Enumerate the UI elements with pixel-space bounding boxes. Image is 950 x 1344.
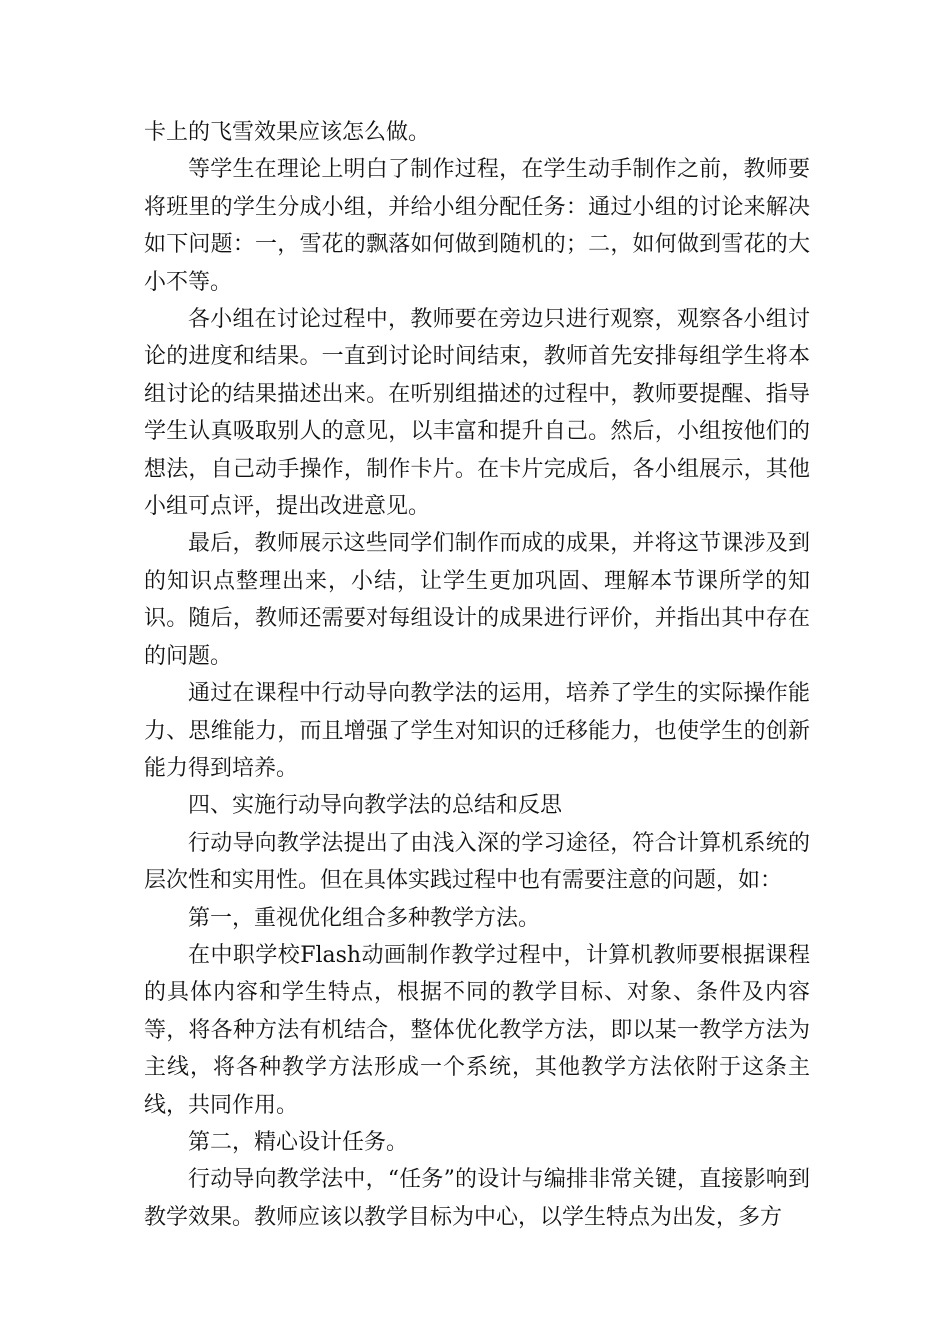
paragraph-outcome: 通过在课程中行动导向教学法的运用，培养了学生的实际操作能力、思维能力，而且增强了学生对知识的迁移能力，也使学生的创新能力得到培养。 bbox=[144, 681, 810, 781]
document-body bbox=[144, 114, 810, 1236]
point-two-heading: 第二，精心设计任务。 bbox=[188, 1129, 409, 1155]
paragraph-point-one: 在中职学校Flash动画制作教学过程中，计算机教师要根据课程的具体内容和学生特点，根据不同的教学目标、对象、条件及内容等，将各种方法有机结合，整体优化教学方法，即以某一教学方法为主线，将各种教学方法形成一个系统，其他教学方法依附于这条主线，共同作用。 bbox=[144, 942, 810, 1118]
point-one-heading: 第一，重视优化组合多种教学方法。 bbox=[188, 905, 541, 931]
paragraph-continuation: 卡上的飞雪效果应该怎么做。 bbox=[144, 120, 431, 145]
paragraph-summary: 最后，教师展示这些同学们制作而成的成果，并将这节课涉及到的知识点整理出来，小结，让学生更加巩固、理解本节课所学的知识。随后，教师还需要对每组设计的成果进行评价，并指出其中存在的问题。 bbox=[144, 531, 810, 669]
paragraph-point-two: 行动导向教学法中，“任务”的设计与编排非常关键，直接影响到教学效果。教师应该以教学目标为中心，以学生特点为出发，多方 bbox=[144, 1167, 810, 1230]
paragraph-group-discussion: 各小组在讨论过程中，教师要在旁边只进行观察，观察各小组讨论的进度和结果。一直到讨论时间结束，教师首先安排每组学生将本组讨论的结果描述出来。在听别组描述的过程中，教师要提醒、指导学生认真吸取别人的意见，以丰富和提升自己。然后，小组按他们的想法，自己动手操作，制作卡片。在卡片完成后，各小组展示，其他小组可点评，提出改进意见。 bbox=[144, 307, 810, 520]
section-heading-4: 四、实施行动导向教学法的总结和反思 bbox=[188, 793, 563, 819]
paragraph-reflection-intro: 行动导向教学法提出了由浅入深的学习途径，符合计算机系统的层次性和实用性。但在具体实践过程中也有需要注意的问题，如： bbox=[144, 830, 810, 894]
paragraph-group-task: 等学生在理论上明白了制作过程，在学生动手制作之前，教师要将班里的学生分成小组，并给小组分配任务：通过小组的讨论来解决如下问题：一，雪花的飘落如何做到随机的；二，如何做到雪花的大小不等。 bbox=[144, 157, 810, 295]
